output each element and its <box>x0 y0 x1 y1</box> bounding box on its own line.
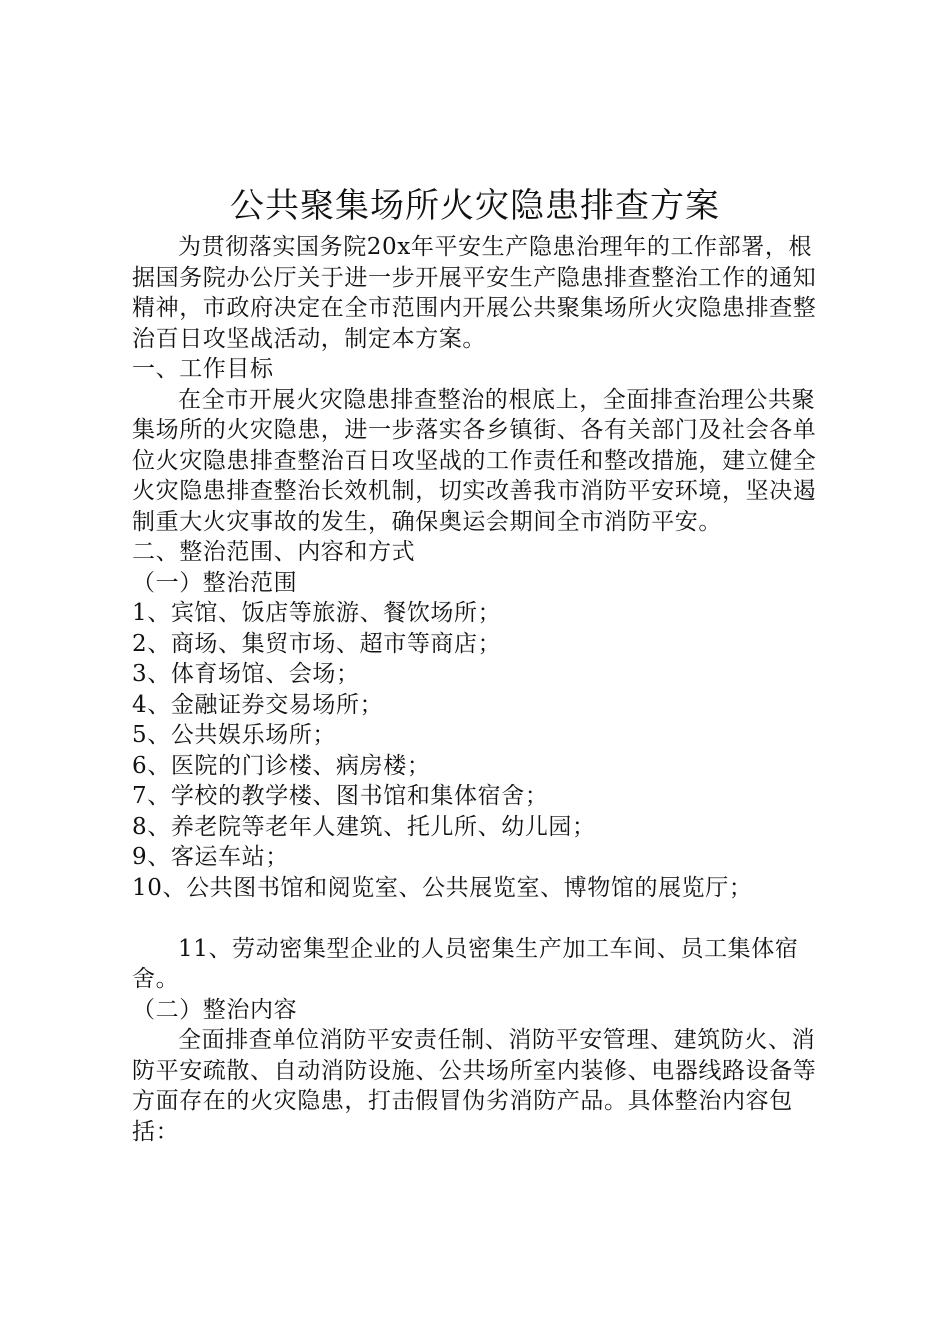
section-1-heading: 一、工作目标 <box>132 356 274 382</box>
subsection-2-paragraph: 全面排查单位消防平安责任制、消防平安管理、建筑防火、消防平安疏散、自动消防设施、公共场所室内装修、电器线路设备等方面存在的火灾隐患，打击假冒伪劣消防产品。具体整治内容包括： <box>132 1027 817 1145</box>
section-2-heading: 二、整治范围、内容和方式 <box>132 539 416 565</box>
scope-list-item: 8、养老院等老年人建筑、托儿所、幼儿园； <box>132 813 596 840</box>
scope-list-item: 10、公共图书馆和阅览室、公共展览室、博物馆的展览厅； <box>132 874 753 901</box>
subsection-2-heading: （二）整治内容 <box>132 996 298 1023</box>
scope-list-item: 9、客运车站； <box>132 844 289 870</box>
document-body <box>132 232 822 1147</box>
scope-list-item: 7、学校的教学楼、图书馆和集体宿舍； <box>132 783 549 809</box>
scope-list-item: 2、商场、集贸市场、超市等商店； <box>132 630 502 657</box>
section-1-paragraph: 在全市开展火灾隐患排查整治的根底上，全面排查治理公共聚集场所的火灾隐患，进一步落实各乡镇街、各有关部门及社会各单位火灾隐患排查整治百日攻坚战的工作责任和整改措施，建立健全火灾隐患排查整治长效机制，切实改善我市消防平安环境，坚决遏制重大火灾事故的发生，确保奥运会期间全市消防平安。 <box>132 386 817 535</box>
intro-paragraph: 为贯彻落实国务院20x年平安生产隐患治理年的工作部署，根据国务院办公厅关于进一步开展平安生产隐患排查整治工作的通知精神，市政府决定在全市范围内开展公共聚集场所火灾隐患排查整治百日攻坚战活动，制定本方案。 <box>132 234 817 352</box>
document-title: 公共聚集场所火灾隐患排查方案 <box>230 186 720 226</box>
subsection-1-heading: （一）整治范围 <box>132 569 298 596</box>
scope-list-item: 3、体育场馆、会场； <box>132 661 360 687</box>
scope-list-item: 5、公共娱乐场所； <box>132 722 337 748</box>
scope-list-item: 4、金融证券交易场所； <box>132 691 384 718</box>
scope-list-item: 6、医院的门诊楼、病房楼； <box>132 752 431 779</box>
scope-list-item: 1、宾馆、饭店等旅游、餐饮场所； <box>132 600 502 626</box>
scope-list-item-11: 11、劳动密集型企业的人员密集生产加工车间、员工集体宿舍。 <box>132 935 799 992</box>
